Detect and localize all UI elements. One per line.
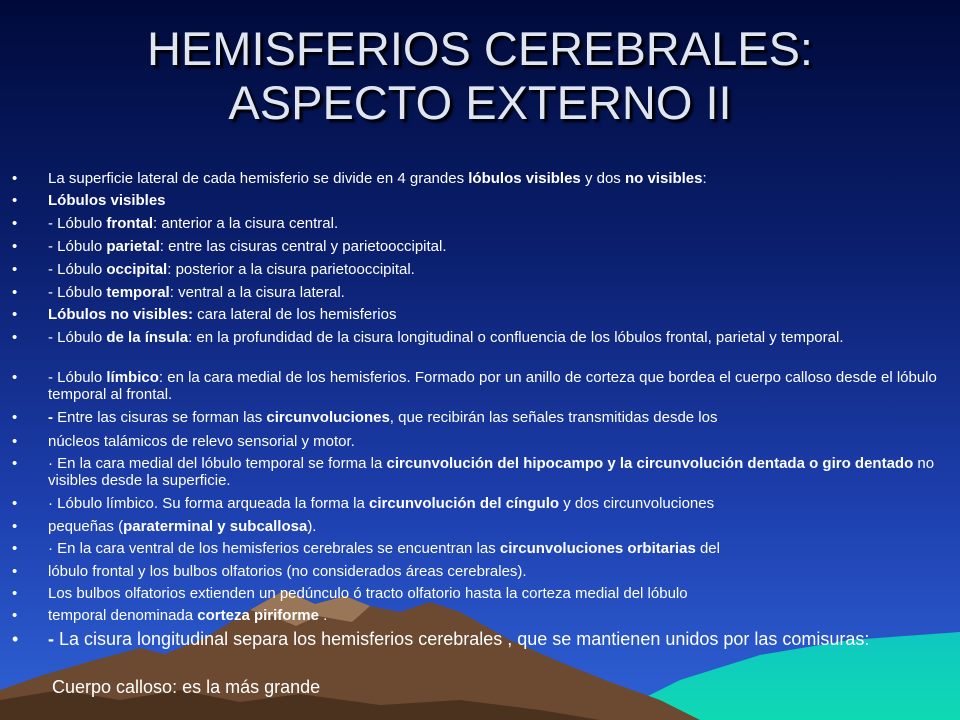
bullet-icon: • (12, 284, 18, 301)
bullet-text (48, 409, 953, 426)
bullet-text-run: lóbulo frontal y los bulbos olfatorios (no considerados áreas cerebrales). (48, 563, 527, 580)
slide-title (0, 22, 960, 130)
bullet-text-run: temporal denominada (48, 607, 198, 624)
bullet-text-run: - Lóbulo (48, 215, 107, 232)
bullet-icon: • (12, 369, 18, 386)
bullet-text-run: no visibles (624, 170, 703, 187)
bullet-text-run: occipital (106, 261, 168, 278)
bullet-text-run: límbico (106, 369, 159, 386)
title-line-2: ASPECTO EXTERNO II (228, 76, 732, 129)
bullet-text-run: circunvolución del cíngulo (369, 495, 560, 512)
bullet-text-run: y dos circunvoluciones (559, 495, 715, 512)
bullet-text-run: · En la cara medial del lóbulo temporal se forma la (48, 455, 387, 472)
bullet-text-run: La superficie lateral de cada hemisferio se divide en 4 grandes (48, 170, 469, 187)
bullet-text (48, 306, 953, 323)
bullet-icon: • (12, 518, 18, 535)
bullet-text-run: : anterior a la cisura central. (153, 215, 339, 232)
bullet-text-run: : (702, 170, 707, 187)
bullet-icon: • (12, 585, 18, 602)
bullet-text-run: parietal (106, 238, 160, 255)
bullet-text (48, 433, 953, 450)
bullet-text-run: : en la profundidad de la cisura longitudinal o confluencia de los lóbulos frontal, parietal y temporal. (188, 329, 844, 346)
bullet-text-run: no visibles desde la superficie. (48, 455, 935, 489)
bullet-text (48, 630, 953, 649)
bullet-icon: • (12, 409, 18, 426)
closing-line: Cuerpo calloso: es la más grande (52, 677, 321, 697)
bullet-text-run: · En la cara ventral de los hemisferios cerebrales se encuentran las (48, 540, 500, 557)
bullet-text-run: circunvoluciones (266, 409, 390, 426)
bullet-icon: • (12, 192, 18, 209)
bullet-text-run: · Lóbulo límbico. Su forma arqueada la forma la (48, 495, 369, 512)
bullet-text-run: - (48, 629, 59, 649)
bullet-text-run: Lóbulos no visibles: (48, 306, 194, 323)
bullet-text (48, 329, 953, 346)
bullet-icon: • (12, 563, 18, 580)
bullet-text-run: ). (307, 518, 317, 535)
bullet-text-run: cara lateral de los hemisferios (193, 306, 397, 323)
bullet-text-run: La cisura longitudinal separa los hemisferios cerebrales , que se mantienen unidos por las comisuras: (59, 629, 870, 649)
bullet-icon: • (12, 238, 18, 255)
bullet-icon: • (12, 261, 18, 278)
bullet-text-run: - Lóbulo (48, 369, 107, 386)
bullet-text-run: - Lóbulo (48, 261, 107, 278)
bullet-text (48, 192, 953, 209)
bullet-text-run: del (695, 540, 720, 557)
bullet-text-run: - Lóbulo (48, 284, 107, 301)
bullet-text (48, 261, 953, 278)
bullet-text-run: circunvolución del hipocampo y la circunvolución dentada o giro dentado (386, 455, 914, 472)
bullet-text-run: : en la cara medial de los hemisferios. Formado por un anillo de corteza que bordea el cuerpo calloso desde el lóbulo temporal al frontal. (48, 369, 937, 403)
bullet-text (48, 585, 953, 602)
bullet-text (48, 369, 953, 403)
bullet-icon: • (12, 629, 19, 649)
bullet-text (48, 563, 953, 580)
bullet-text-run: temporal (106, 284, 170, 301)
bullet-icon: • (12, 495, 18, 512)
bullet-text-run: - Lóbulo (48, 238, 107, 255)
bullet-icon: • (12, 455, 18, 472)
bullet-icon: • (12, 540, 18, 557)
bullet-icon: • (12, 607, 18, 624)
bullet-text-run: Los bulbos olfatorios extienden un pedúnculo ó tracto olfatorio hasta la corteza medial del lóbulo (48, 585, 688, 602)
bullet-icon: • (12, 329, 18, 346)
bullet-icon: • (12, 170, 18, 187)
bullet-text-run: . (318, 607, 328, 624)
bullet-text (48, 540, 953, 557)
bullet-text-run: , que recibirán las señales transmitidas desde los (389, 409, 718, 426)
bullet-text-run: Lóbulos visibles (48, 192, 166, 209)
bullet-icon: • (12, 306, 18, 323)
bullet-text-run: : ventral a la cisura lateral. (169, 284, 345, 301)
bullet-icon: • (12, 215, 18, 232)
bullet-text-run: : entre las cisuras central y parietooccipital. (159, 238, 447, 255)
bullet-text (48, 607, 953, 624)
bullet-text-run: Entre las cisuras se forman las (57, 409, 267, 426)
bullet-text-run: corteza piriforme (197, 607, 319, 624)
title-line-1: HEMISFERIOS CEREBRALES: (147, 22, 813, 75)
bullet-text-run: y dos (580, 170, 625, 187)
bullet-text (48, 170, 953, 187)
bullet-text-run: frontal (106, 215, 154, 232)
bullet-text (48, 215, 953, 232)
bullet-text (48, 495, 953, 512)
bullet-text-run: paraterminal y subcallosa (123, 518, 308, 535)
bullet-text (48, 518, 953, 535)
bullet-text (48, 455, 953, 489)
bullet-text-run: pequeñas ( (48, 518, 124, 535)
bullet-text-run: núcleos talámicos de relevo sensorial y motor. (48, 433, 355, 450)
bullet-text-run: circunvoluciones orbitarias (499, 540, 696, 557)
bullet-text (48, 284, 953, 301)
bullet-text (48, 238, 953, 255)
bullet-text-run: - (48, 409, 58, 426)
bullet-icon: • (12, 433, 18, 450)
bullet-text-run: : posterior a la cisura parietooccipital. (167, 261, 415, 278)
bullet-text-run: de la ínsula (106, 329, 189, 346)
bullet-text-run: lóbulos visibles (468, 170, 581, 187)
bullet-text-run: - Lóbulo (48, 329, 107, 346)
